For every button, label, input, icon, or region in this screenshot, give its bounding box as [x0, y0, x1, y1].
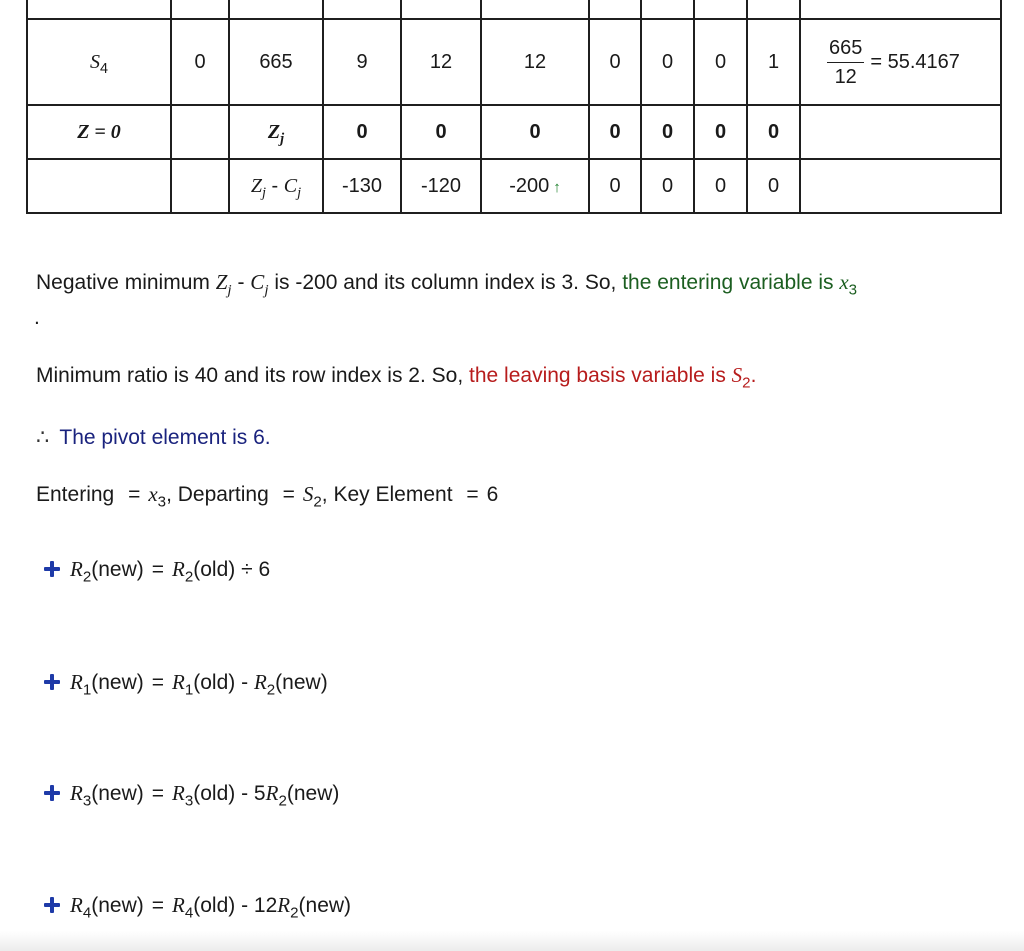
table-cell: 0	[694, 19, 747, 105]
table-row-zj-cj	[27, 159, 1001, 213]
table-row-partial	[27, 0, 1001, 19]
therefore-icon: ∴	[36, 426, 50, 449]
table-cell: 0	[747, 159, 800, 213]
plus-icon	[44, 674, 60, 690]
table-cell: 0	[589, 19, 641, 105]
zj-label-cell: $Z_j$	[229, 105, 323, 159]
table-cell: 0	[694, 105, 747, 159]
table-cell	[800, 105, 1001, 159]
table-row-s4	[27, 19, 1001, 105]
z-label-cell: Z = 0	[27, 105, 171, 159]
table-row-z	[27, 105, 1001, 159]
up-arrow-icon: ↑	[553, 178, 561, 196]
stray-dot: .	[34, 306, 40, 329]
ratio-cell: $\frac{665}{12}$ = 55.4167	[800, 19, 1001, 105]
plus-icon	[44, 561, 60, 577]
table-cell: 0	[747, 105, 800, 159]
ratio-fraction: $\frac{665}{12}$	[829, 36, 863, 88]
table-cell: -130	[323, 159, 401, 213]
table-cell: 0	[641, 19, 694, 105]
table-cell: 0	[589, 105, 641, 159]
table-cell: 12	[481, 19, 589, 105]
leaving-variable-line: Minimum ratio is 40 and its row index is 2. So, the leaving basis variable is $S_2$.	[36, 363, 757, 392]
leaving-variable-text: the leaving basis variable is $S_2$.	[469, 363, 757, 392]
table-cell: 0	[401, 105, 481, 159]
row-operation-r4: $R_4(new) = R_4(old) - 12R_2(new)$	[44, 893, 351, 918]
row-operation-r3: $R_3(new) = R_3(old) - 5R_2(new)$	[44, 781, 339, 806]
table-cell: -120	[401, 159, 481, 213]
row-operation-r2: $R_2(new) = R_2(old) \div 6$	[44, 557, 270, 582]
entering-variable-text: the entering variable is $x_3$	[622, 270, 858, 299]
table-cell: 0	[323, 105, 401, 159]
row-operation-r1: $R_1(new) = R_1(old) - R_2(new)$	[44, 670, 328, 695]
table-cell: 0	[641, 159, 694, 213]
table-cell	[171, 159, 229, 213]
basis-cell: $S_4$	[27, 19, 171, 105]
plus-icon	[44, 785, 60, 801]
table-cell: 0	[641, 105, 694, 159]
zj-cj-label-cell: $Z_j - C_j$	[229, 159, 323, 213]
summary-line: Entering = $x_3$, Departing = $S_2$, Key Element = 6	[36, 482, 499, 511]
pivot-element-line: ∴ The pivot element is 6.	[36, 426, 271, 449]
table-cell: 12	[401, 19, 481, 105]
table-cell: 0	[694, 159, 747, 213]
bottom-edge	[0, 931, 1024, 951]
table-cell: 0	[589, 159, 641, 213]
table-cell	[800, 159, 1001, 213]
xb-cell: 665	[229, 19, 323, 105]
table-cell	[171, 105, 229, 159]
plus-icon	[44, 897, 60, 913]
table-cell: -200 ↑	[481, 159, 589, 213]
table-cell: 0	[481, 105, 589, 159]
entering-variable-line: Negative minimum $Z_j - C_j$ is -200 and its column index is 3. So, the entering variable is $x_3$	[36, 270, 858, 299]
cb-cell: 0	[171, 19, 229, 105]
table-cell: 1	[747, 19, 800, 105]
table-cell: 9	[323, 19, 401, 105]
table-cell	[27, 159, 171, 213]
simplex-table	[26, 0, 1002, 214]
